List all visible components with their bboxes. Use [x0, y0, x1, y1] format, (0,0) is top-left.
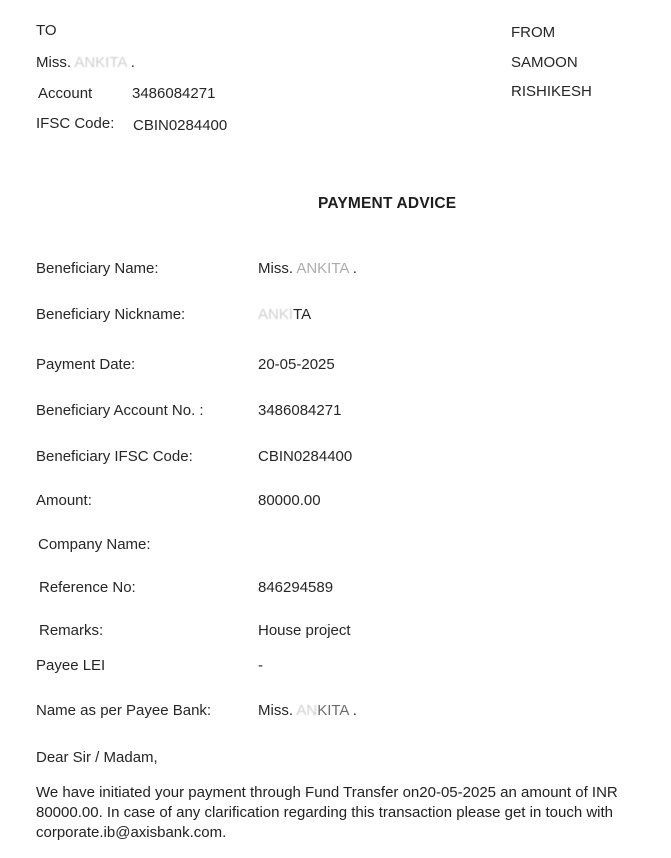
beneficiary-name-suffix: . — [348, 260, 357, 277]
field-label-beneficiary-name: Beneficiary Name: — [36, 260, 159, 277]
closing-salutation: Dear Sir / Madam, — [36, 749, 158, 766]
field-label-reference-no: Reference No: — [39, 579, 136, 596]
ifsc-label: IFSC Code: — [36, 115, 115, 132]
field-value-remarks: House project — [258, 622, 351, 639]
field-label-beneficiary-nickname: Beneficiary Nickname: — [36, 306, 186, 323]
field-value-beneficiary-nickname — [258, 306, 311, 324]
from-label: FROM — [511, 24, 556, 41]
sender-name-line1: SAMOON — [511, 54, 578, 71]
field-label-company-name: Company Name: — [38, 536, 151, 553]
field-value-beneficiary-account-no: 3486084271 — [258, 402, 342, 419]
field-value-amount: 80000.00 — [258, 492, 321, 509]
ifsc-value: CBIN0284400 — [133, 117, 228, 134]
beneficiary-name-redacted: ANKITA — [296, 260, 349, 277]
recipient-name — [36, 54, 135, 72]
to-label: TO — [36, 22, 57, 39]
recipient-redacted-name: ANKITA — [74, 54, 127, 71]
field-label-remarks: Remarks: — [39, 622, 104, 639]
beneficiary-nickname-visible: TA — [293, 306, 312, 323]
recipient-salutation: Miss. — [36, 54, 71, 71]
payee-bank-name-redacted-mid: KITA — [317, 702, 349, 719]
field-label-name-as-per-payee-bank: Name as per Payee Bank: — [36, 702, 212, 719]
page-title: PAYMENT ADVICE — [318, 195, 457, 212]
payee-bank-name-prefix: Miss. — [258, 702, 297, 719]
field-value-beneficiary-name — [258, 260, 357, 278]
recipient-name-suffix: . — [130, 54, 135, 71]
field-label-amount: Amount: — [36, 492, 92, 509]
field-label-payee-lei: Payee LEI — [36, 657, 106, 674]
sender-name-line2: RISHIKESH — [511, 83, 592, 100]
field-value-name-as-per-payee-bank — [258, 702, 357, 720]
payee-bank-name-redacted-faint: AN — [296, 702, 318, 719]
field-label-beneficiary-ifsc-code: Beneficiary IFSC Code: — [36, 448, 193, 465]
field-label-beneficiary-account-no: Beneficiary Account No. : — [36, 402, 204, 419]
field-value-reference-no: 846294589 — [258, 579, 334, 596]
payee-bank-name-suffix: . — [348, 702, 357, 719]
field-label-payment-date: Payment Date: — [36, 356, 136, 373]
account-label: Account — [38, 85, 93, 102]
beneficiary-nickname-redacted: ANKI — [258, 306, 294, 323]
closing-body-text: We have initiated your payment through Fund Transfer on20-05-2025 an amount of INR 80000.00. In case of any clarification regarding this transaction please get in touch with corporate.ib@axisbank.com. — [36, 784, 618, 841]
field-value-beneficiary-ifsc-code: CBIN0284400 — [258, 448, 353, 465]
field-value-payee-lei: - — [258, 657, 263, 674]
beneficiary-name-prefix: Miss. — [258, 260, 297, 277]
field-value-payment-date: 20-05-2025 — [258, 356, 335, 373]
account-value: 3486084271 — [132, 85, 216, 102]
